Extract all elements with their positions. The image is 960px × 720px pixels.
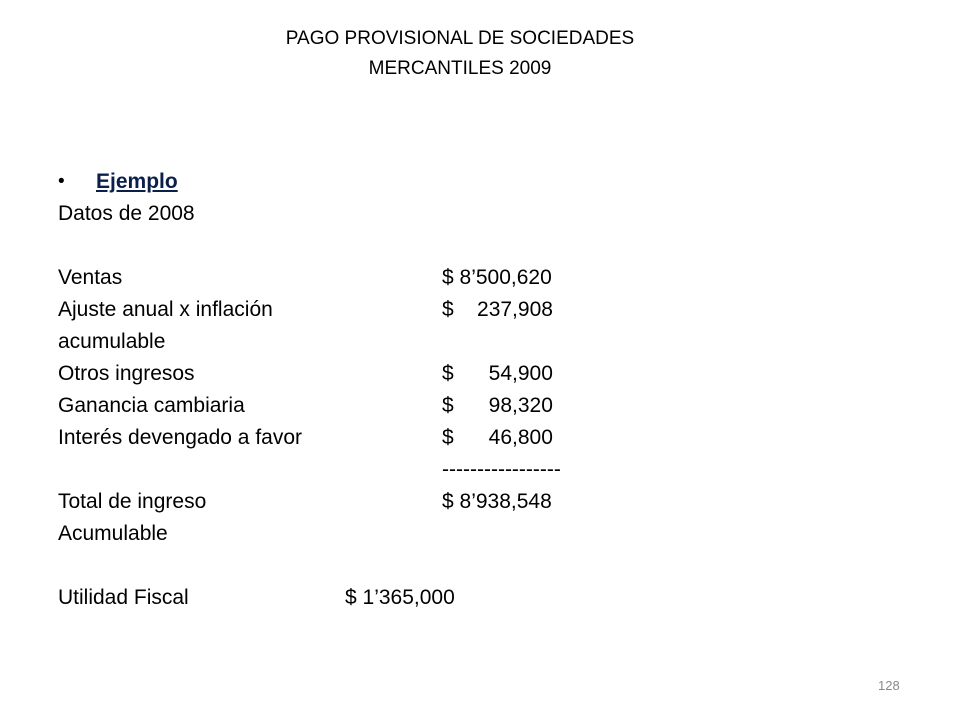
row-label: Total de ingreso xyxy=(58,490,207,513)
row-amount: $ 98,320 xyxy=(442,394,553,417)
row-label: acumulable xyxy=(58,330,166,353)
row-amount: $ 237,908 xyxy=(442,298,553,321)
bullet-icon: • xyxy=(58,171,65,192)
row-label: Ajuste anual x inflación xyxy=(58,298,273,321)
row-amount: $ 54,900 xyxy=(442,362,553,385)
sum-separator-row xyxy=(58,454,561,486)
row-amount: $ 1’365,000 xyxy=(345,586,455,609)
slide-title-line-2: MERCANTILES 2009 xyxy=(368,58,552,79)
data-row-ganancia-cambiaria xyxy=(58,390,553,422)
data-row-acumulable-total xyxy=(58,518,178,550)
section-label xyxy=(58,198,195,230)
data-row-otros-ingresos xyxy=(58,358,553,390)
data-row-total-ingreso xyxy=(58,486,552,518)
row-amount: $ 46,800 xyxy=(442,426,553,449)
page-number: 128 xyxy=(878,678,900,693)
sum-separator: ----------------- xyxy=(442,458,561,481)
row-amount: $ 8’500,620 xyxy=(442,266,552,289)
row-label: Ventas xyxy=(58,266,123,289)
slide-title xyxy=(0,24,920,84)
data-row-utilidad-fiscal xyxy=(58,582,455,614)
row-label: Utilidad Fiscal xyxy=(58,586,189,609)
example-heading: Ejemplo xyxy=(96,170,178,193)
data-row-ventas xyxy=(58,262,552,294)
bullet-item xyxy=(58,166,178,198)
data-row-acumulable xyxy=(58,326,178,358)
row-label: Ganancia cambiaria xyxy=(58,394,245,417)
slide-content xyxy=(58,166,561,614)
data-row-ajuste xyxy=(58,294,553,326)
row-label: Interés devengado a favor xyxy=(58,426,303,449)
spacer xyxy=(58,550,178,582)
section-label-text: Datos de 2008 xyxy=(58,202,195,225)
row-label: Acumulable xyxy=(58,522,168,545)
row-amount: $ 8’938,548 xyxy=(442,490,552,513)
data-row-interes-devengado xyxy=(58,422,553,454)
slide-title-line-1: PAGO PROVISIONAL DE SOCIEDADES xyxy=(285,28,635,49)
row-label: Otros ingresos xyxy=(58,362,195,385)
spacer xyxy=(58,230,178,262)
